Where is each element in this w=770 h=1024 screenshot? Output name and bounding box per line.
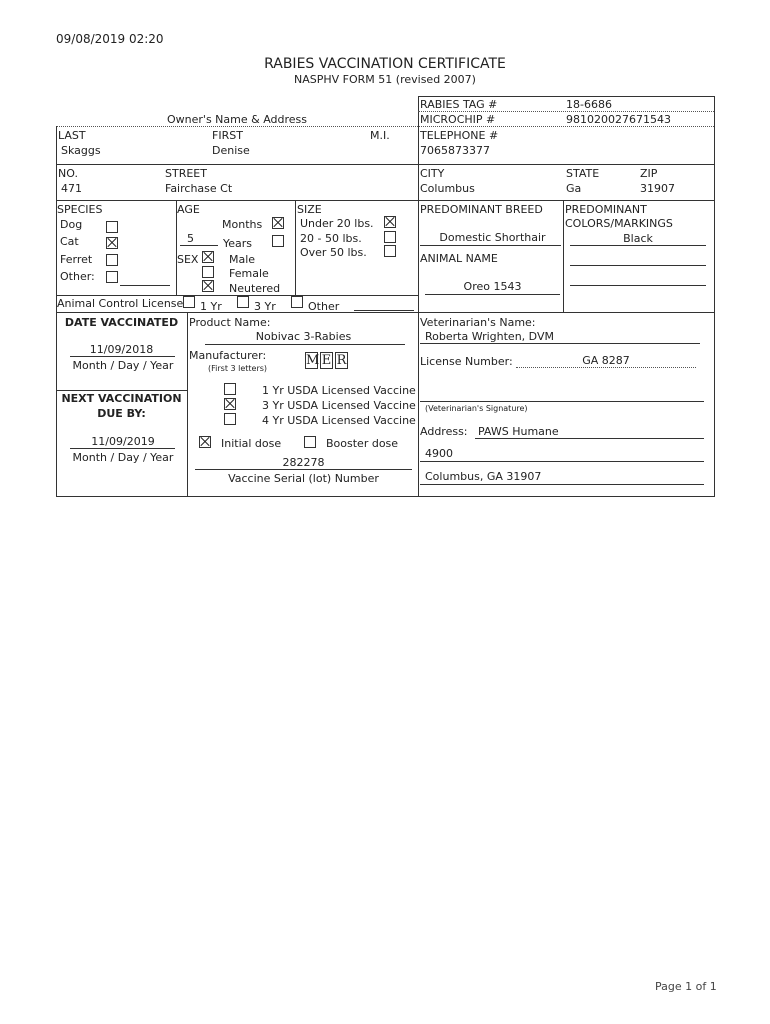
city-label: CITY <box>420 167 445 180</box>
vaccine-3yr-checkbox[interactable] <box>224 398 236 410</box>
sex-male-checkbox[interactable] <box>202 251 214 263</box>
middle-initial-label: M.I. <box>370 129 390 142</box>
size-20to50-checkbox[interactable] <box>384 231 396 243</box>
vet-license-label: License Number: <box>420 355 513 368</box>
form-subtitle: NASPHV FORM 51 (revised 2007) <box>294 73 476 86</box>
initial-dose-checkbox[interactable] <box>199 436 211 448</box>
age-months-checkbox[interactable] <box>272 217 284 229</box>
size-label: SIZE <box>297 203 322 216</box>
size-over50-checkbox[interactable] <box>384 245 396 257</box>
species-cat-label: Cat <box>60 235 79 248</box>
vet-signature-label: (Veterinarian's Signature) <box>425 404 528 413</box>
street-label: STREET <box>165 167 207 180</box>
certificate-title: RABIES VACCINATION CERTIFICATE <box>264 56 506 72</box>
breed-value: Domestic Shorthair <box>439 231 546 244</box>
rabies-tag-label: RABIES TAG # <box>420 98 498 111</box>
next-vaccination-format: Month / Day / Year <box>72 451 174 464</box>
colors-label-2: COLORS/MARKINGS <box>565 217 673 230</box>
vet-license-value: GA 8287 <box>582 354 630 367</box>
manufacturer-letter-3: R <box>336 353 347 368</box>
age-months-label: Months <box>222 218 263 231</box>
state-label: STATE <box>566 167 600 180</box>
vaccine-4yr-checkbox[interactable] <box>224 413 236 425</box>
next-vaccination-date: 11/09/2019 <box>91 435 155 448</box>
vet-address-line1: PAWS Humane <box>478 425 559 438</box>
age-years-label: Years <box>223 237 253 250</box>
vaccine-3yr-label: 3 Yr USDA Licensed Vaccine <box>262 399 416 412</box>
manufacturer-hint: (First 3 letters) <box>208 364 268 373</box>
species-other-checkbox[interactable] <box>106 271 118 283</box>
first-name-value: Denise <box>212 144 250 157</box>
vet-name-label: Veterinarian's Name: <box>420 316 536 329</box>
manufacturer-letter-1: M <box>306 353 320 368</box>
license-other-label: Other <box>308 300 340 313</box>
telephone-value: 7065873377 <box>420 144 490 157</box>
sex-female-checkbox[interactable] <box>202 266 214 278</box>
next-vaccination-label: NEXT VACCINATION <box>61 392 182 405</box>
size-under20-label: Under 20 lbs. <box>300 217 374 230</box>
first-name-label: FIRST <box>212 129 243 142</box>
size-under20-checkbox[interactable] <box>384 216 396 228</box>
telephone-label: TELEPHONE # <box>420 129 499 142</box>
vet-address-label: Address: <box>420 425 468 438</box>
vaccine-1yr-label: 1 Yr USDA Licensed Vaccine <box>262 384 416 397</box>
vet-address-line3: Columbus, GA 31907 <box>425 470 542 483</box>
age-value: 5 <box>187 232 194 245</box>
species-ferret-label: Ferret <box>60 253 93 266</box>
microchip-value: 981020027671543 <box>566 113 671 126</box>
vet-address-line2: 4900 <box>425 447 453 460</box>
sex-female-label: Female <box>229 267 269 280</box>
species-dog-label: Dog <box>60 218 83 231</box>
license-other-checkbox[interactable] <box>291 296 303 308</box>
age-label: AGE <box>177 203 200 216</box>
serial-number-value: 282278 <box>282 456 325 469</box>
size-20to50-label: 20 - 50 lbs. <box>300 232 362 245</box>
colors-label-1: PREDOMINANT <box>565 203 647 216</box>
owner-section-label: Owner's Name & Address <box>167 113 307 126</box>
vet-name-value: Roberta Wrighten, DVM <box>425 330 554 343</box>
license-3yr-checkbox[interactable] <box>237 296 249 308</box>
date-vaccinated-value: 11/09/2018 <box>89 343 154 356</box>
animal-name-value: Oreo 1543 <box>463 280 522 293</box>
serial-number-label: Vaccine Serial (lot) Number <box>228 472 379 485</box>
page-number: Page 1 of 1 <box>655 980 717 993</box>
booster-dose-label: Booster dose <box>326 437 399 450</box>
breed-label: PREDOMINANT BREED <box>420 203 543 216</box>
species-other-line <box>120 285 170 286</box>
date-vaccinated-label: DATE VACCINATED <box>64 316 179 329</box>
sex-neutered-checkbox[interactable] <box>202 280 214 292</box>
vaccine-1yr-checkbox[interactable] <box>224 383 236 395</box>
street-number-value: 471 <box>61 182 82 195</box>
last-name-value: Skaggs <box>61 144 101 157</box>
license-1yr-label: 1 Yr <box>200 300 222 313</box>
state-value: Ga <box>566 182 582 195</box>
city-value: Columbus <box>420 182 475 195</box>
animal-name-label: ANIMAL NAME <box>420 252 498 265</box>
species-other-label: Other: <box>60 270 95 283</box>
product-name-value: Nobivac 3-Rabies <box>255 330 352 343</box>
vet-signature-line <box>420 401 704 402</box>
zip-value: 31907 <box>640 182 675 195</box>
species-label: SPECIES <box>57 203 103 216</box>
size-over50-label: Over 50 lbs. <box>300 246 367 259</box>
print-datetime: 09/08/2019 02:20 <box>56 32 164 46</box>
manufacturer-label: Manufacturer: <box>189 349 267 362</box>
species-cat-checkbox[interactable] <box>106 237 118 249</box>
street-number-label: NO. <box>58 167 78 180</box>
initial-dose-label: Initial dose <box>221 437 282 450</box>
last-name-label: LAST <box>58 129 86 142</box>
date-vaccinated-format: Month / Day / Year <box>72 359 174 372</box>
license-3yr-label: 3 Yr <box>254 300 276 313</box>
next-vaccination-due-label: DUE BY: <box>97 407 146 420</box>
booster-dose-checkbox[interactable] <box>304 436 316 448</box>
manufacturer-letter-2: E <box>321 353 332 368</box>
product-name-label: Product Name: <box>189 316 271 329</box>
species-dog-checkbox[interactable] <box>106 221 118 233</box>
rabies-tag-value: 18-6686 <box>566 98 612 111</box>
street-value: Fairchase Ct <box>165 182 233 195</box>
sex-label: SEX <box>177 253 199 266</box>
age-years-checkbox[interactable] <box>272 235 284 247</box>
microchip-label: MICROCHIP # <box>420 113 496 126</box>
sex-neutered-label: Neutered <box>229 282 281 295</box>
license-1yr-checkbox[interactable] <box>183 296 195 308</box>
zip-label: ZIP <box>640 167 658 180</box>
sex-male-label: Male <box>229 253 256 266</box>
vaccine-4yr-label: 4 Yr USDA Licensed Vaccine <box>262 414 416 427</box>
colors-value: Black <box>623 232 653 245</box>
species-ferret-checkbox[interactable] <box>106 254 118 266</box>
license-label: Animal Control License <box>57 297 184 310</box>
